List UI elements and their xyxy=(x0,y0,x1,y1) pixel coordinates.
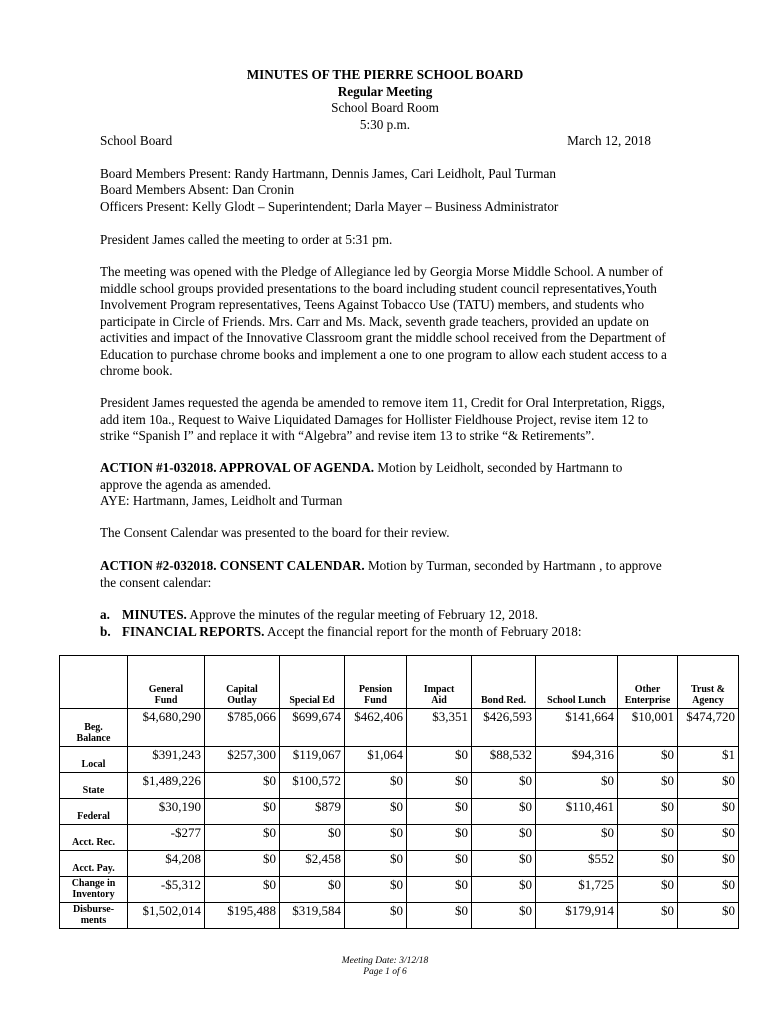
column-header-line: Pension xyxy=(358,684,393,695)
table-cell: $0 xyxy=(678,825,739,851)
table-cell: $0 xyxy=(678,851,739,877)
row-label xyxy=(60,903,128,929)
table-cell: $0 xyxy=(205,825,280,851)
table-cell: $0 xyxy=(280,825,345,851)
action-2-motion: Motion by Turman, seconded by Hartmann , to approve xyxy=(364,558,662,573)
table-cell: $0 xyxy=(678,877,739,903)
column-header-line: Outlay xyxy=(227,695,257,706)
row-label-line: ments xyxy=(80,915,107,926)
table-cell: $2,458 xyxy=(280,851,345,877)
paragraph-line: add item 10a., Request to Waive Liquidated Damages for Hollister Fieldhouse Project, revise item 12 to xyxy=(100,411,649,427)
row-label-line: Acct. Rec. xyxy=(71,837,116,848)
table-cell: $0 xyxy=(280,877,345,903)
table-cell: $0 xyxy=(205,851,280,877)
consent-intro: The Consent Calendar was presented to the board for their review. xyxy=(100,525,450,540)
column-header-line xyxy=(475,684,532,695)
table-cell: $0 xyxy=(205,877,280,903)
action-1-vote: AYE: Hartmann, James, Leidholt and Turman xyxy=(100,493,343,508)
column-header xyxy=(472,656,536,709)
document-title: MINUTES OF THE PIERRE SCHOOL BOARD xyxy=(246,67,524,82)
table-cell: $0 xyxy=(618,773,678,799)
table-cell: $119,067 xyxy=(280,747,345,773)
column-header xyxy=(618,656,678,709)
table-cell: $0 xyxy=(345,825,407,851)
column-header xyxy=(407,656,472,709)
column-header-line xyxy=(539,684,614,695)
table-cell: $699,674 xyxy=(280,709,345,747)
page-footer xyxy=(0,956,770,978)
table-cell: $0 xyxy=(205,773,280,799)
item-text: Approve the minutes of the regular meeting of February 12, 2018. xyxy=(186,607,539,622)
row-label-line: Acct. Pay. xyxy=(72,863,115,874)
table-cell: $0 xyxy=(472,877,536,903)
column-header-line: Special Ed xyxy=(289,695,335,706)
table-cell: $0 xyxy=(618,851,678,877)
board-label: School Board xyxy=(100,133,173,148)
table-cell: $0 xyxy=(472,851,536,877)
table-cell: $879 xyxy=(280,799,345,825)
meeting-date: March 12, 2018 xyxy=(567,133,651,148)
table-cell: $0 xyxy=(618,747,678,773)
table-cell: $474,720 xyxy=(678,709,739,747)
table-row xyxy=(60,877,739,903)
table-cell: $141,664 xyxy=(536,709,618,747)
paragraph-line: strike “Spanish I” and replace it with “Algebra” and revise item 13 to strike “& Retirements”. xyxy=(100,428,595,443)
table-cell: $4,680,290 xyxy=(128,709,205,747)
officers-present: Officers Present: Kelly Glodt – Superintendent; Darla Mayer – Business Administrator xyxy=(100,199,559,214)
column-header-line: General xyxy=(148,684,184,695)
paragraph-line: Education to purchase chrome books and implement a one to one program to allow each student access to a xyxy=(100,346,667,362)
action-2-line2: the consent calendar: xyxy=(100,574,212,590)
meeting-time: 5:30 p.m. xyxy=(359,117,411,132)
table-cell: $0 xyxy=(345,877,407,903)
table-cell: $552 xyxy=(536,851,618,877)
row-label-line: Balance xyxy=(76,733,111,744)
row-label-line: Change in xyxy=(71,878,116,889)
pledge-paragraph xyxy=(100,264,700,380)
table-cell: $0 xyxy=(472,903,536,929)
column-header xyxy=(128,656,205,709)
table-cell: $0 xyxy=(407,799,472,825)
table-cell: $0 xyxy=(536,773,618,799)
column-header-line: Capital xyxy=(226,684,258,695)
table-cell: $0 xyxy=(618,825,678,851)
table-row xyxy=(60,773,739,799)
item-heading: FINANCIAL REPORTS. xyxy=(122,624,265,639)
row-label xyxy=(60,709,128,747)
table-cell: -$277 xyxy=(128,825,205,851)
column-header-line: Enterprise xyxy=(624,695,671,706)
table-cell: $0 xyxy=(472,773,536,799)
table-row xyxy=(60,709,739,747)
paragraph-line: chrome book. xyxy=(100,363,173,378)
item-letter: b. xyxy=(100,624,111,639)
table-cell: $0 xyxy=(472,825,536,851)
action-1-line2: approve the agenda as amended. xyxy=(100,476,271,492)
paragraph-line: middle school groups provided presentations to the board including student council representatives,Youth xyxy=(100,280,657,296)
table-cell: $0 xyxy=(345,851,407,877)
column-header-line: School Lunch xyxy=(547,695,606,706)
column-header-line: Other xyxy=(634,684,661,695)
table-row xyxy=(60,851,739,877)
table-cell: $1 xyxy=(678,747,739,773)
table-cell: $88,532 xyxy=(472,747,536,773)
table-cell: $100,572 xyxy=(280,773,345,799)
column-header-line: Trust & xyxy=(691,684,725,695)
table-cell: $391,243 xyxy=(128,747,205,773)
table-cell: $4,208 xyxy=(128,851,205,877)
row-label xyxy=(60,851,128,877)
row-label-line: Beg. xyxy=(84,722,103,733)
paragraph-line: President James requested the agenda be amended to remove item 11, Credit for Oral Interpretation, Riggs, xyxy=(100,395,665,410)
action-1-heading: ACTION #1-032018. APPROVAL OF AGENDA. xyxy=(100,460,375,475)
table-cell: $1,725 xyxy=(536,877,618,903)
column-header-line: Aid xyxy=(431,695,447,706)
table-cell: $0 xyxy=(472,799,536,825)
table-cell: $1,489,226 xyxy=(128,773,205,799)
action-1-motion: Motion by Leidholt, seconded by Hartmann to xyxy=(374,460,623,475)
row-label-line: Inventory xyxy=(72,889,115,900)
table-cell: $0 xyxy=(407,773,472,799)
column-header-line: Impact xyxy=(423,684,455,695)
table-cell: $0 xyxy=(205,799,280,825)
table-cell: $179,914 xyxy=(536,903,618,929)
table-corner-cell xyxy=(60,656,128,709)
table-cell: $0 xyxy=(536,825,618,851)
financial-report-table xyxy=(59,655,739,929)
table-header-row xyxy=(60,656,739,709)
members-present: Board Members Present: Randy Hartmann, Dennis James, Cari Leidholt, Paul Turman xyxy=(100,166,557,181)
column-header-line xyxy=(283,684,341,695)
table-cell: $462,406 xyxy=(345,709,407,747)
table-cell: $0 xyxy=(678,903,739,929)
table-cell: $319,584 xyxy=(280,903,345,929)
row-label xyxy=(60,747,128,773)
table-cell: $0 xyxy=(678,773,739,799)
table-row xyxy=(60,747,739,773)
footer-meeting-date: Meeting Date: 3/12/18 xyxy=(341,956,429,966)
table-cell: $3,351 xyxy=(407,709,472,747)
paragraph-line: Involvement Program representatives, Teens Against Tobacco Use (TATU) members, and students who xyxy=(100,297,645,312)
table-cell: $426,593 xyxy=(472,709,536,747)
consent-item-a xyxy=(100,607,700,624)
table-cell: $0 xyxy=(345,773,407,799)
column-header xyxy=(678,656,739,709)
row-label xyxy=(60,799,128,825)
agenda-paragraph xyxy=(100,395,700,445)
table-cell: $0 xyxy=(618,903,678,929)
table-cell: $0 xyxy=(407,877,472,903)
column-header xyxy=(536,656,618,709)
table-row xyxy=(60,799,739,825)
table-cell: $110,461 xyxy=(536,799,618,825)
table-cell: $0 xyxy=(407,825,472,851)
item-heading: MINUTES. xyxy=(122,607,187,622)
table-cell: $0 xyxy=(618,799,678,825)
table-cell: $0 xyxy=(407,903,472,929)
table-cell: $0 xyxy=(345,799,407,825)
table-cell: $195,488 xyxy=(205,903,280,929)
footer-page-number: Page 1 of 6 xyxy=(363,967,407,977)
meeting-room: School Board Room xyxy=(331,100,439,115)
column-header-line: Fund xyxy=(364,695,387,706)
consent-item-b xyxy=(100,624,700,641)
table-cell: $10,001 xyxy=(618,709,678,747)
action-1 xyxy=(100,460,700,510)
row-label-line: State xyxy=(82,785,105,796)
row-label xyxy=(60,877,128,903)
column-header xyxy=(345,656,407,709)
table-row xyxy=(60,903,739,929)
paragraph-line: activities and impact of the Innovative Classroom grant the middle school received from the Department of xyxy=(100,330,666,345)
column-header-line: Agency xyxy=(692,695,724,706)
table-cell: $0 xyxy=(407,851,472,877)
row-label xyxy=(60,825,128,851)
row-label-line: Local xyxy=(81,759,106,770)
action-2 xyxy=(100,558,700,591)
column-header xyxy=(205,656,280,709)
table-row xyxy=(60,825,739,851)
table-cell: $94,316 xyxy=(536,747,618,773)
table-cell: $30,190 xyxy=(128,799,205,825)
table-cell: $0 xyxy=(678,799,739,825)
table-cell: $0 xyxy=(345,903,407,929)
item-text: Accept the financial report for the month of February 2018: xyxy=(264,624,582,639)
item-letter: a. xyxy=(100,607,110,622)
meeting-type: Regular Meeting xyxy=(337,84,433,99)
action-2-heading: ACTION #2-032018. CONSENT CALENDAR. xyxy=(100,558,365,573)
row-label xyxy=(60,773,128,799)
column-header xyxy=(280,656,345,709)
table-cell: $1,502,014 xyxy=(128,903,205,929)
members-absent: Board Members Absent: Dan Cronin xyxy=(100,182,295,197)
table-cell: $257,300 xyxy=(205,747,280,773)
column-header-line: Fund xyxy=(154,695,178,706)
column-header-line: Bond Red. xyxy=(480,695,526,706)
paragraph-line: participate in Circle of Friends. Mrs. Carr and Ms. Mack, seventh grade teachers, provided an update on xyxy=(100,313,649,329)
table-cell: $0 xyxy=(618,877,678,903)
table-cell: $0 xyxy=(407,747,472,773)
table-cell: $1,064 xyxy=(345,747,407,773)
row-label-line: Disburse- xyxy=(72,904,115,915)
table-cell: $785,066 xyxy=(205,709,280,747)
table-cell: -$5,312 xyxy=(128,877,205,903)
call-to-order: President James called the meeting to order at 5:31 pm. xyxy=(100,232,393,247)
row-label-line: Federal xyxy=(77,811,110,822)
paragraph-line: The meeting was opened with the Pledge of Allegiance led by Georgia Morse Middle School. A number of xyxy=(100,264,664,279)
